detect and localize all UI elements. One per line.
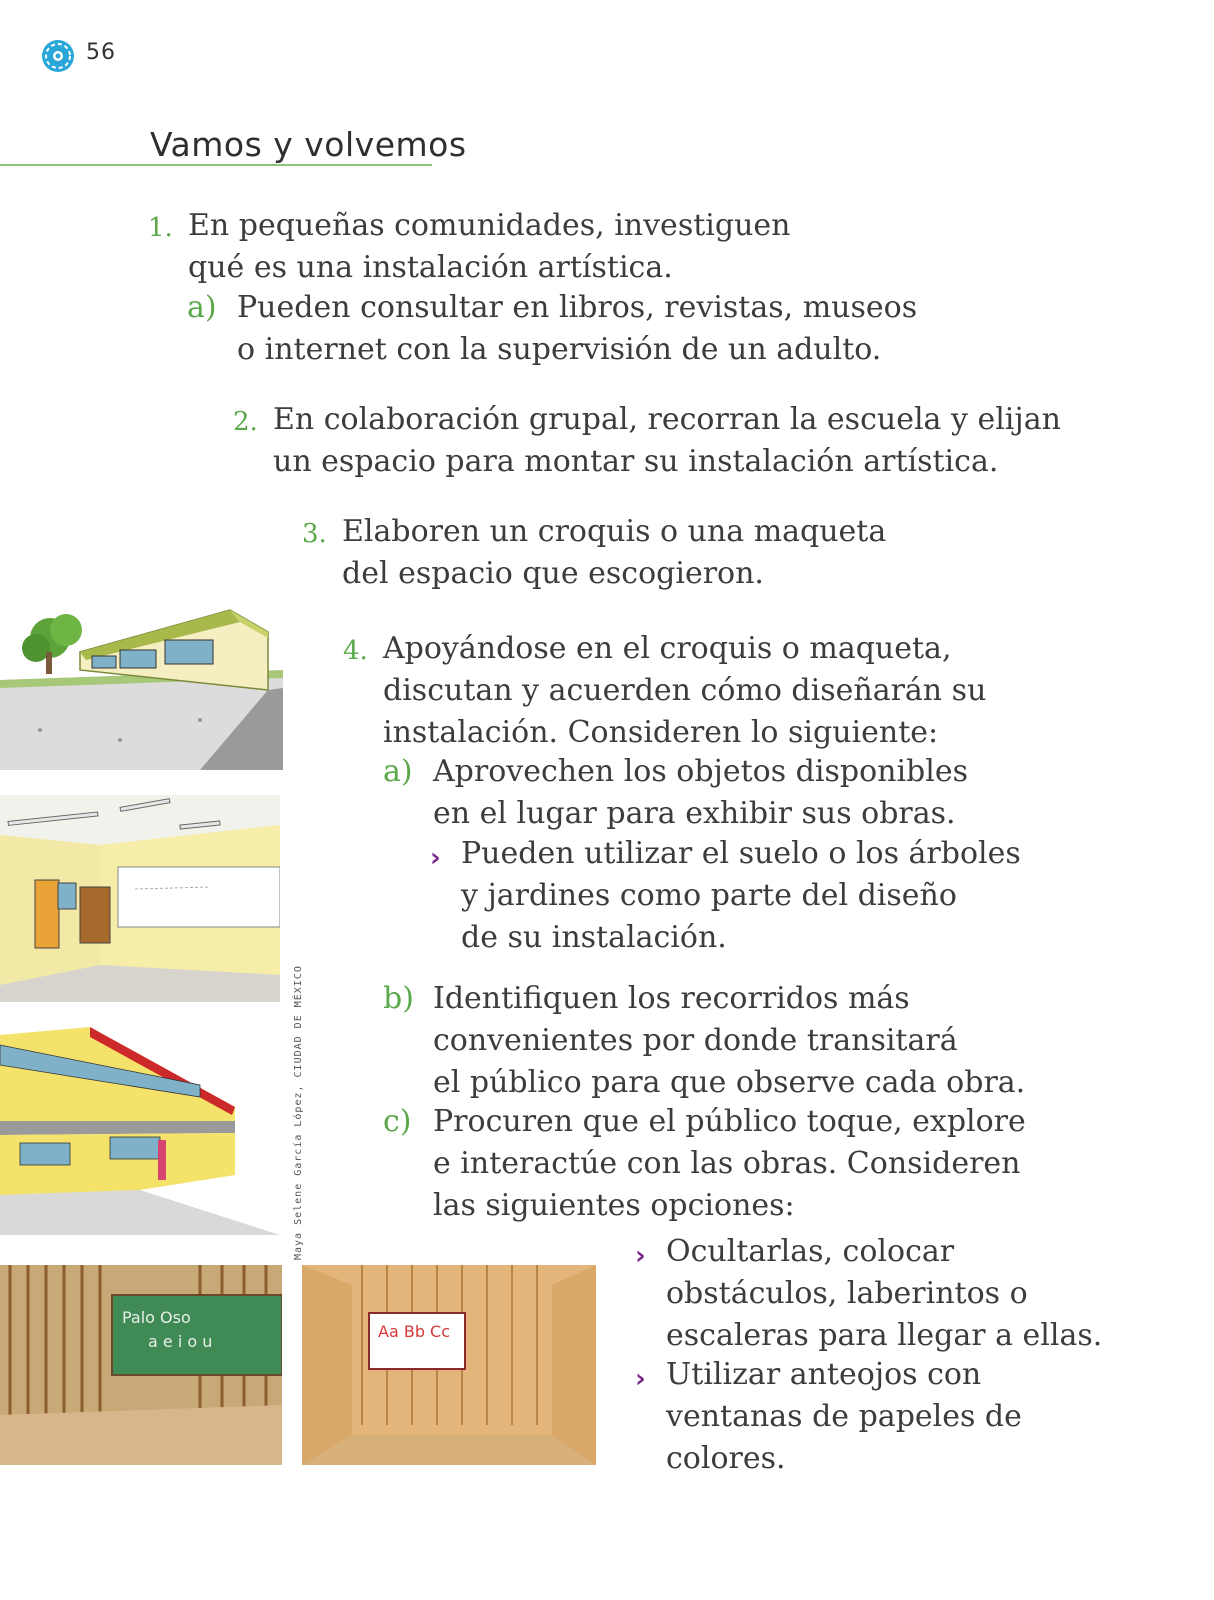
section-title: Vamos y volvemos [150, 125, 467, 164]
item-1a [187, 287, 917, 371]
item-text-line: Ocultarlas, colocar [666, 1234, 955, 1269]
bullet-icon: › [635, 1241, 646, 1271]
item-text-line: convenientes por donde transitará [433, 1023, 958, 1058]
photo-credit [281, 965, 319, 1260]
item-4c-bullet-1 [635, 1231, 1102, 1357]
item-4a [383, 751, 968, 835]
chalkboard-text-2: a e i o u [148, 1332, 213, 1351]
bullet-icon: › [635, 1364, 646, 1394]
item-4c [383, 1101, 1026, 1227]
rustic-classroom-illustration [0, 1265, 282, 1465]
item-text-line: ventanas de papeles de [666, 1399, 1022, 1434]
item-text-line: Elaboren un croquis o una maqueta [342, 514, 887, 549]
item-1 [148, 205, 790, 289]
item-text-line: instalación. Consideren lo siguiente: [383, 715, 939, 750]
item-text-line: colores. [666, 1441, 786, 1476]
item-text-line: de su instalación. [461, 920, 727, 955]
item-text-line: Pueden consultar en libros, revistas, museos [237, 290, 918, 325]
page-number: 56 [86, 40, 116, 65]
item-text-line: un espacio para montar su instalación artística. [273, 444, 999, 479]
chalkboard-text-1: Palo Oso [122, 1308, 191, 1327]
item-text-line: o internet con la supervisión de un adulto. [237, 332, 882, 367]
school-exterior-illustration [0, 600, 283, 770]
item-text-line: el público para que observe cada obra. [433, 1065, 1026, 1100]
item-text-line: Utilizar anteojos con [666, 1357, 982, 1392]
item-number: 2. [233, 407, 258, 437]
classroom-illustration [0, 795, 280, 1002]
item-text-line: En pequeñas comunidades, investiguen [188, 208, 791, 243]
item-number: 1. [148, 213, 173, 243]
item-4c-bullet-2 [635, 1354, 1022, 1480]
item-number: 3. [302, 519, 327, 549]
item-text-line: y jardines como parte del diseño [461, 878, 957, 913]
two-story-school-illustration [0, 1025, 280, 1235]
item-text-line: Pueden utilizar el suelo o los árboles [461, 836, 1021, 871]
title-underline [0, 164, 432, 166]
item-text-line: Aprovechen los objetos disponibles [433, 754, 968, 789]
item-text-line: Apoyándose en el croquis o maqueta, [383, 631, 952, 666]
item-text-line: obstáculos, laberintos o [666, 1276, 1028, 1311]
item-3 [302, 511, 886, 595]
item-letter: a) [187, 290, 217, 325]
item-text-line: e interactúe con las obras. Consideren [433, 1146, 1021, 1181]
item-text-line: las siguientes opciones: [433, 1188, 795, 1223]
item-letter: b) [383, 981, 414, 1016]
item-text-line: escaleras para llegar a ellas. [666, 1318, 1103, 1353]
item-letter: c) [383, 1104, 412, 1139]
item-4a-bullet [430, 833, 1021, 959]
item-text-line: en el lugar para exhibir sus obras. [433, 796, 956, 831]
item-text-line: qué es una instalación artística. [188, 250, 673, 285]
item-text-line: discutan y acuerden cómo diseñarán su [383, 673, 987, 708]
item-text-line: del espacio que escogieron. [342, 556, 764, 591]
item-4 [343, 628, 986, 754]
item-text-line: En colaboración grupal, recorran la escuela y elijan [273, 402, 1061, 437]
item-number: 4. [343, 636, 368, 666]
bullet-icon: › [430, 843, 441, 873]
item-2 [233, 399, 1061, 483]
item-text-line: Procuren que el público toque, explore [433, 1104, 1026, 1139]
item-4b [383, 978, 1025, 1104]
photo-credit-text: Maya Selene García López, CIUDAD DE MÉXICO [293, 965, 304, 1260]
item-text-line: Identifiquen los recorridos más [433, 981, 910, 1016]
wooden-classroom-illustration [302, 1265, 596, 1465]
item-letter: a) [383, 754, 413, 789]
book-logo-icon [40, 38, 76, 74]
whiteboard-text: Aa Bb Cc [378, 1322, 451, 1341]
